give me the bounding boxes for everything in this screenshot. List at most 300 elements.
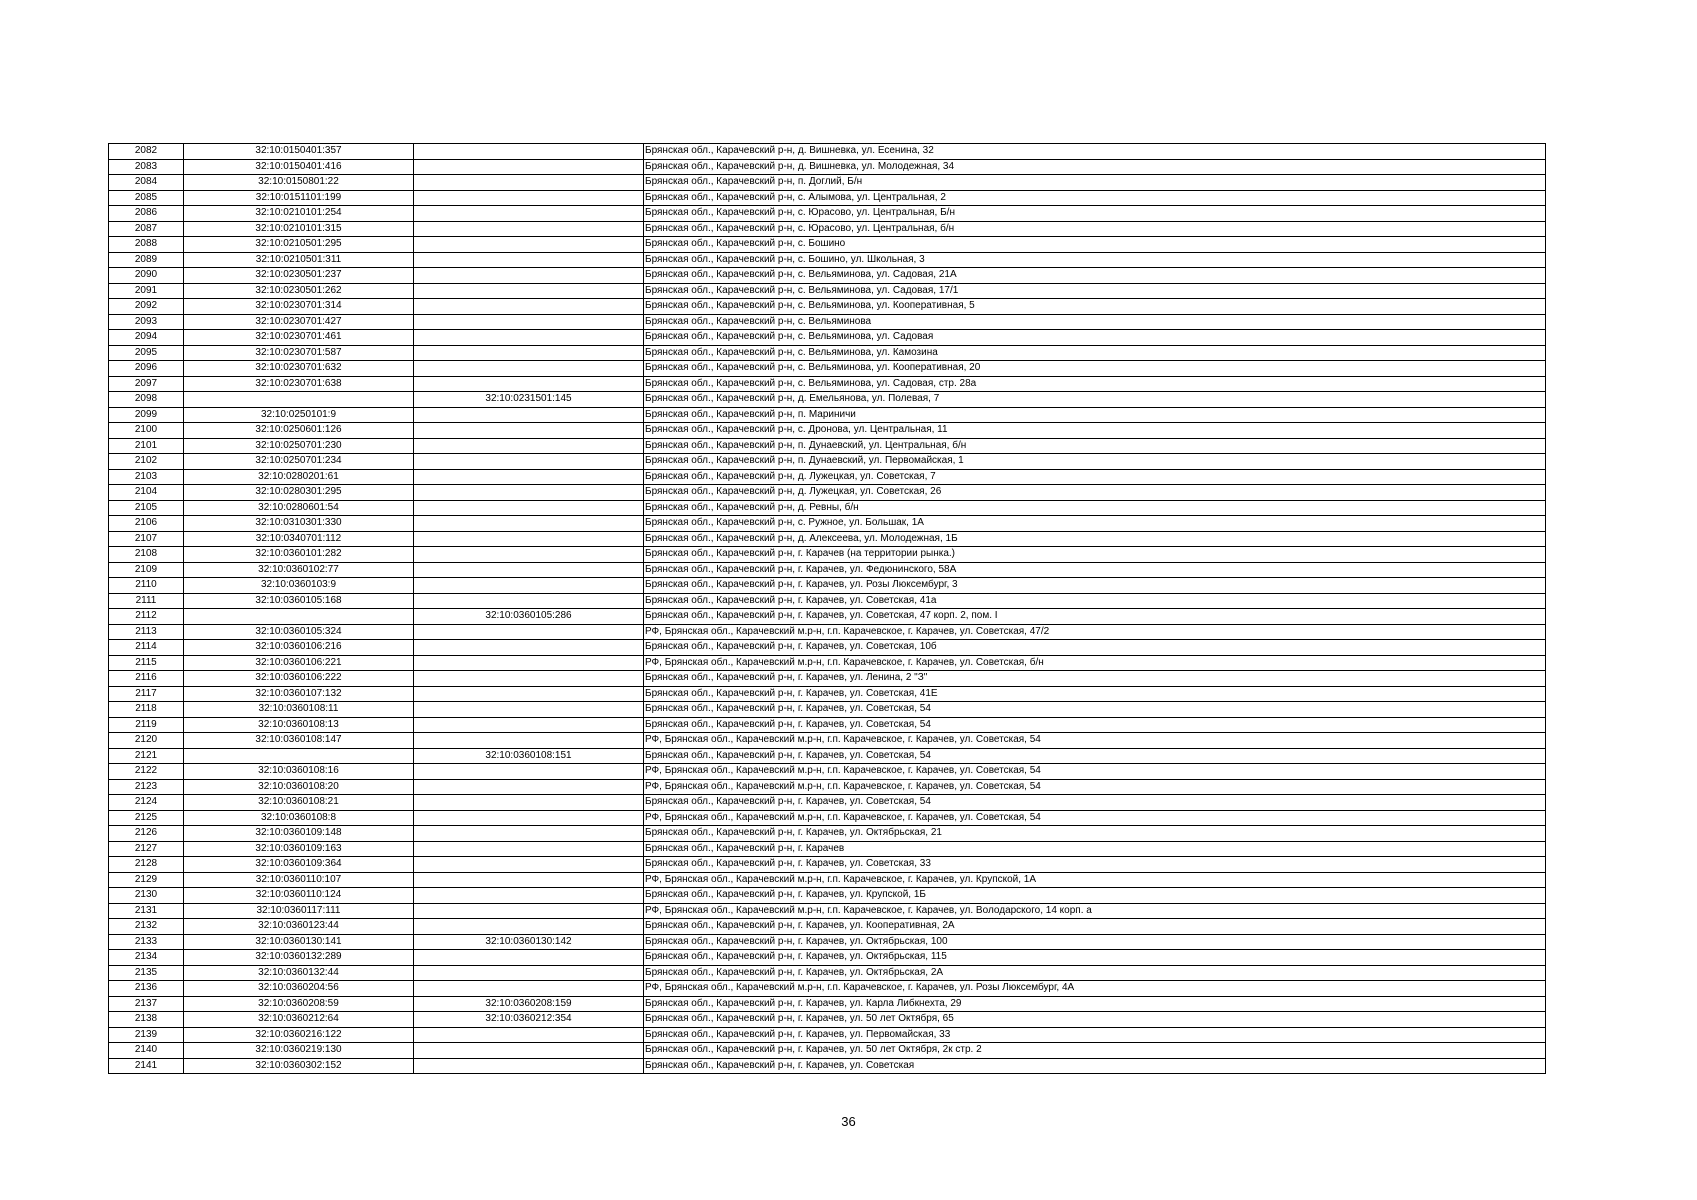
address-cell: Брянская обл., Карачевский р-н, г. Карачев, ул. Советская, 33 <box>644 857 1546 873</box>
address-cell: Брянская обл., Карачевский р-н, п. Дунаевский, ул. Первомайская, 1 <box>644 454 1546 470</box>
cadastral-number-cell: 32:10:0250101:9 <box>184 407 414 423</box>
table-row <box>109 144 1546 160</box>
row-number-cell: 2125 <box>109 810 184 826</box>
table-row <box>109 857 1546 873</box>
table-row <box>109 888 1546 904</box>
related-cadastral-number-cell <box>414 764 644 780</box>
address-cell: Брянская обл., Карачевский р-н, г. Карачев, ул. Октябрьская, 115 <box>644 950 1546 966</box>
address-cell: Брянская обл., Карачевский р-н, с. Вельяминова, ул. Кооперативная, 5 <box>644 299 1546 315</box>
cadastral-number-cell: 32:10:0360110:124 <box>184 888 414 904</box>
address-cell: Брянская обл., Карачевский р-н, г. Карачев, ул. 50 лет Октября, 2к стр. 2 <box>644 1043 1546 1059</box>
table-row <box>109 748 1546 764</box>
page-number: 36 <box>841 1114 856 1129</box>
row-number-cell: 2110 <box>109 578 184 594</box>
table-row <box>109 206 1546 222</box>
row-number-cell: 2120 <box>109 733 184 749</box>
related-cadastral-number-cell <box>414 547 644 563</box>
address-cell: Брянская обл., Карачевский р-н, с. Вельяминова, ул. Кооперативная, 20 <box>644 361 1546 377</box>
related-cadastral-number-cell <box>414 965 644 981</box>
cadastral-number-cell <box>184 392 414 408</box>
table-row <box>109 1043 1546 1059</box>
related-cadastral-number-cell <box>414 702 644 718</box>
registry-table <box>108 143 1546 1074</box>
row-number-cell: 2095 <box>109 345 184 361</box>
related-cadastral-number-cell <box>414 175 644 191</box>
cadastral-number-cell: 32:10:0360212:64 <box>184 1012 414 1028</box>
related-cadastral-number-cell <box>414 950 644 966</box>
related-cadastral-number-cell: 32:10:0360208:159 <box>414 996 644 1012</box>
address-cell: РФ, Брянская обл., Карачевский м.р-н, г.п. Карачевское, г. Карачев, ул. Крупской, 1А <box>644 872 1546 888</box>
address-cell: РФ, Брянская обл., Карачевский м.р-н, г.п. Карачевское, г. Карачев, ул. Советская, 54 <box>644 779 1546 795</box>
table-row <box>109 686 1546 702</box>
row-number-cell: 2130 <box>109 888 184 904</box>
table-row <box>109 361 1546 377</box>
cadastral-number-cell: 32:10:0360108:147 <box>184 733 414 749</box>
cadastral-number-cell: 32:10:0250701:234 <box>184 454 414 470</box>
address-cell: Брянская обл., Карачевский р-н, с. Вельяминова, ул. Садовая, стр. 28а <box>644 376 1546 392</box>
table-row <box>109 764 1546 780</box>
row-number-cell: 2123 <box>109 779 184 795</box>
related-cadastral-number-cell <box>414 345 644 361</box>
related-cadastral-number-cell <box>414 655 644 671</box>
address-cell: Брянская обл., Карачевский р-н, с. Вельяминова, ул. Камозина <box>644 345 1546 361</box>
table-row <box>109 655 1546 671</box>
address-cell: Брянская обл., Карачевский р-н, г. Карачев, ул. Розы Люксембург, 3 <box>644 578 1546 594</box>
cadastral-number-cell: 32:10:0280301:295 <box>184 485 414 501</box>
table-row <box>109 314 1546 330</box>
cadastral-number-cell: 32:10:0360108:11 <box>184 702 414 718</box>
table-row <box>109 299 1546 315</box>
row-number-cell: 2138 <box>109 1012 184 1028</box>
related-cadastral-number-cell <box>414 981 644 997</box>
address-cell: Брянская обл., Карачевский р-н, г. Карачев, ул. Советская, 41а <box>644 593 1546 609</box>
address-cell: Брянская обл., Карачевский р-н, г. Карачев, ул. Советская <box>644 1058 1546 1074</box>
address-cell: Брянская обл., Карачевский р-н, с. Бошино, ул. Школьная, 3 <box>644 252 1546 268</box>
address-cell: Брянская обл., Карачевский р-н, г. Карачев, ул. Советская, 10б <box>644 640 1546 656</box>
cadastral-number-cell: 32:10:0150801:22 <box>184 175 414 191</box>
address-cell: Брянская обл., Карачевский р-н, д. Лужецкая, ул. Советская, 26 <box>644 485 1546 501</box>
cadastral-number-cell: 32:10:0360132:44 <box>184 965 414 981</box>
table-row <box>109 1027 1546 1043</box>
cadastral-number-cell: 32:10:0360108:8 <box>184 810 414 826</box>
table-row <box>109 609 1546 625</box>
row-number-cell: 2139 <box>109 1027 184 1043</box>
table-row <box>109 671 1546 687</box>
cadastral-number-cell: 32:10:0360109:364 <box>184 857 414 873</box>
related-cadastral-number-cell <box>414 283 644 299</box>
related-cadastral-number-cell: 32:10:0360108:151 <box>414 748 644 764</box>
related-cadastral-number-cell <box>414 252 644 268</box>
row-number-cell: 2088 <box>109 237 184 253</box>
related-cadastral-number-cell <box>414 717 644 733</box>
cadastral-number-cell: 32:10:0360108:13 <box>184 717 414 733</box>
cadastral-number-cell: 32:10:0280601:54 <box>184 500 414 516</box>
row-number-cell: 2092 <box>109 299 184 315</box>
table-row <box>109 965 1546 981</box>
table-row <box>109 407 1546 423</box>
related-cadastral-number-cell <box>414 469 644 485</box>
address-cell: РФ, Брянская обл., Карачевский м.р-н, г.п. Карачевское, г. Карачев, ул. Советская, 54 <box>644 810 1546 826</box>
related-cadastral-number-cell <box>414 299 644 315</box>
row-number-cell: 2083 <box>109 159 184 175</box>
row-number-cell: 2104 <box>109 485 184 501</box>
cadastral-number-cell: 32:10:0360106:221 <box>184 655 414 671</box>
address-cell: Брянская обл., Карачевский р-н, д. Ревны, б/н <box>644 500 1546 516</box>
row-number-cell: 2128 <box>109 857 184 873</box>
cadastral-number-cell: 32:10:0360101:282 <box>184 547 414 563</box>
related-cadastral-number-cell <box>414 516 644 532</box>
related-cadastral-number-cell <box>414 190 644 206</box>
cadastral-number-cell: 32:10:0360117:111 <box>184 903 414 919</box>
row-number-cell: 2100 <box>109 423 184 439</box>
related-cadastral-number-cell <box>414 159 644 175</box>
address-cell: Брянская обл., Карачевский р-н, г. Карачев, ул. Кооперативная, 2А <box>644 919 1546 935</box>
row-number-cell: 2140 <box>109 1043 184 1059</box>
address-cell: Брянская обл., Карачевский р-н, п. Мариничи <box>644 407 1546 423</box>
table-row <box>109 454 1546 470</box>
related-cadastral-number-cell: 32:10:0360105:286 <box>414 609 644 625</box>
cadastral-number-cell <box>184 748 414 764</box>
row-number-cell: 2093 <box>109 314 184 330</box>
cadastral-number-cell: 32:10:0230701:461 <box>184 330 414 346</box>
row-number-cell: 2131 <box>109 903 184 919</box>
row-number-cell: 2082 <box>109 144 184 160</box>
row-number-cell: 2105 <box>109 500 184 516</box>
related-cadastral-number-cell <box>414 221 644 237</box>
row-number-cell: 2135 <box>109 965 184 981</box>
cadastral-number-cell: 32:10:0150401:357 <box>184 144 414 160</box>
table-row <box>109 175 1546 191</box>
address-cell: Брянская обл., Карачевский р-н, с. Вельяминова <box>644 314 1546 330</box>
related-cadastral-number-cell <box>414 1058 644 1074</box>
cadastral-number-cell: 32:10:0150401:416 <box>184 159 414 175</box>
cadastral-number-cell: 32:10:0360216:122 <box>184 1027 414 1043</box>
row-number-cell: 2141 <box>109 1058 184 1074</box>
row-number-cell: 2094 <box>109 330 184 346</box>
cadastral-number-cell: 32:10:0250701:230 <box>184 438 414 454</box>
table-row <box>109 795 1546 811</box>
cadastral-number-cell: 32:10:0250601:126 <box>184 423 414 439</box>
address-cell: Брянская обл., Карачевский р-н, г. Карачев, ул. Карла Либкнехта, 29 <box>644 996 1546 1012</box>
cadastral-number-cell: 32:10:0360110:107 <box>184 872 414 888</box>
related-cadastral-number-cell: 32:10:0231501:145 <box>414 392 644 408</box>
cadastral-number-cell: 32:10:0340701:112 <box>184 531 414 547</box>
row-number-cell: 2107 <box>109 531 184 547</box>
cadastral-number-cell: 32:10:0360102:77 <box>184 562 414 578</box>
address-cell: Брянская обл., Карачевский р-н, с. Вельяминова, ул. Садовая <box>644 330 1546 346</box>
cadastral-number-cell: 32:10:0360123:44 <box>184 919 414 935</box>
table-row <box>109 1012 1546 1028</box>
table-row <box>109 252 1546 268</box>
row-number-cell: 2115 <box>109 655 184 671</box>
row-number-cell: 2090 <box>109 268 184 284</box>
related-cadastral-number-cell <box>414 376 644 392</box>
cadastral-number-cell: 32:10:0360105:324 <box>184 624 414 640</box>
row-number-cell: 2132 <box>109 919 184 935</box>
cadastral-number-cell: 32:10:0210101:315 <box>184 221 414 237</box>
address-cell: Брянская обл., Карачевский р-н, г. Карачев, ул. Октябрьская, 2А <box>644 965 1546 981</box>
cadastral-number-cell: 32:10:0360130:141 <box>184 934 414 950</box>
cadastral-number-cell: 32:10:0360103:9 <box>184 578 414 594</box>
related-cadastral-number-cell <box>414 903 644 919</box>
row-number-cell: 2103 <box>109 469 184 485</box>
registry-table-body <box>109 144 1546 1074</box>
related-cadastral-number-cell <box>414 671 644 687</box>
row-number-cell: 2119 <box>109 717 184 733</box>
table-row <box>109 950 1546 966</box>
address-cell: Брянская обл., Карачевский р-н, д. Емельянова, ул. Полевая, 7 <box>644 392 1546 408</box>
related-cadastral-number-cell <box>414 919 644 935</box>
address-cell: Брянская обл., Карачевский р-н, г. Карачев, ул. Октябрьская, 100 <box>644 934 1546 950</box>
address-cell: Брянская обл., Карачевский р-н, г. Карачев, ул. Советская, 54 <box>644 748 1546 764</box>
table-row <box>109 190 1546 206</box>
cadastral-number-cell: 32:10:0360132:289 <box>184 950 414 966</box>
related-cadastral-number-cell <box>414 810 644 826</box>
row-number-cell: 2087 <box>109 221 184 237</box>
table-row <box>109 330 1546 346</box>
address-cell: Брянская обл., Карачевский р-н, п. Дунаевский, ул. Центральная, б/н <box>644 438 1546 454</box>
address-cell: Брянская обл., Карачевский р-н, г. Карачев, ул. Советская, 54 <box>644 795 1546 811</box>
row-number-cell: 2091 <box>109 283 184 299</box>
row-number-cell: 2133 <box>109 934 184 950</box>
table-row <box>109 159 1546 175</box>
cadastral-number-cell: 32:10:0360302:152 <box>184 1058 414 1074</box>
related-cadastral-number-cell <box>414 841 644 857</box>
row-number-cell: 2096 <box>109 361 184 377</box>
table-row <box>109 702 1546 718</box>
table-row <box>109 919 1546 935</box>
row-number-cell: 2111 <box>109 593 184 609</box>
row-number-cell: 2099 <box>109 407 184 423</box>
related-cadastral-number-cell <box>414 500 644 516</box>
table-row <box>109 500 1546 516</box>
row-number-cell: 2089 <box>109 252 184 268</box>
table-row <box>109 981 1546 997</box>
table-row <box>109 872 1546 888</box>
table-row <box>109 578 1546 594</box>
cadastral-number-cell: 32:10:0230701:427 <box>184 314 414 330</box>
related-cadastral-number-cell <box>414 144 644 160</box>
row-number-cell: 2117 <box>109 686 184 702</box>
cadastral-number-cell: 32:10:0230701:314 <box>184 299 414 315</box>
row-number-cell: 2118 <box>109 702 184 718</box>
address-cell: РФ, Брянская обл., Карачевский м.р-н, г.п. Карачевское, г. Карачев, ул. Советская, 54 <box>644 733 1546 749</box>
cadastral-number-cell: 32:10:0280201:61 <box>184 469 414 485</box>
address-cell: Брянская обл., Карачевский р-н, с. Вельяминова, ул. Садовая, 17/1 <box>644 283 1546 299</box>
related-cadastral-number-cell <box>414 407 644 423</box>
address-cell: Брянская обл., Карачевский р-н, с. Вельяминова, ул. Садовая, 21А <box>644 268 1546 284</box>
related-cadastral-number-cell <box>414 826 644 842</box>
table-row <box>109 392 1546 408</box>
related-cadastral-number-cell: 32:10:0360212:354 <box>414 1012 644 1028</box>
related-cadastral-number-cell <box>414 624 644 640</box>
address-cell: Брянская обл., Карачевский р-н, г. Карачев, ул. Советская, 41Е <box>644 686 1546 702</box>
table-row <box>109 841 1546 857</box>
row-number-cell: 2086 <box>109 206 184 222</box>
cadastral-number-cell: 32:10:0210101:254 <box>184 206 414 222</box>
cadastral-number-cell: 32:10:0360105:168 <box>184 593 414 609</box>
cadastral-number-cell: 32:10:0360106:222 <box>184 671 414 687</box>
related-cadastral-number-cell <box>414 795 644 811</box>
row-number-cell: 2106 <box>109 516 184 532</box>
table-row <box>109 810 1546 826</box>
row-number-cell: 2084 <box>109 175 184 191</box>
row-number-cell: 2129 <box>109 872 184 888</box>
row-number-cell: 2112 <box>109 609 184 625</box>
table-row <box>109 283 1546 299</box>
row-number-cell: 2085 <box>109 190 184 206</box>
address-cell: Брянская обл., Карачевский р-н, д. Вишневка, ул. Есенина, 32 <box>644 144 1546 160</box>
related-cadastral-number-cell <box>414 314 644 330</box>
row-number-cell: 2114 <box>109 640 184 656</box>
table-row <box>109 485 1546 501</box>
row-number-cell: 2098 <box>109 392 184 408</box>
table-row <box>109 717 1546 733</box>
row-number-cell: 2109 <box>109 562 184 578</box>
address-cell: Брянская обл., Карачевский р-н, г. Карачев, ул. Федюнинского, 58А <box>644 562 1546 578</box>
cadastral-number-cell: 32:10:0360108:20 <box>184 779 414 795</box>
table-row <box>109 1058 1546 1074</box>
cadastral-number-cell: 32:10:0151101:199 <box>184 190 414 206</box>
address-cell: Брянская обл., Карачевский р-н, г. Карачев (на территории рынка.) <box>644 547 1546 563</box>
table-row <box>109 733 1546 749</box>
row-number-cell: 2097 <box>109 376 184 392</box>
row-number-cell: 2127 <box>109 841 184 857</box>
address-cell: Брянская обл., Карачевский р-н, г. Карачев, ул. 50 лет Октября, 65 <box>644 1012 1546 1028</box>
related-cadastral-number-cell <box>414 686 644 702</box>
row-number-cell: 2113 <box>109 624 184 640</box>
cadastral-number-cell: 32:10:0310301:330 <box>184 516 414 532</box>
cadastral-number-cell: 32:10:0360204:56 <box>184 981 414 997</box>
related-cadastral-number-cell <box>414 578 644 594</box>
related-cadastral-number-cell <box>414 361 644 377</box>
cadastral-number-cell: 32:10:0360106:216 <box>184 640 414 656</box>
row-number-cell: 2108 <box>109 547 184 563</box>
related-cadastral-number-cell <box>414 1043 644 1059</box>
cadastral-number-cell: 32:10:0360219:130 <box>184 1043 414 1059</box>
address-cell: РФ, Брянская обл., Карачевский м.р-н, г.п. Карачевское, г. Карачев, ул. Володарского, 14 корп. а <box>644 903 1546 919</box>
related-cadastral-number-cell <box>414 423 644 439</box>
row-number-cell: 2122 <box>109 764 184 780</box>
related-cadastral-number-cell <box>414 872 644 888</box>
address-cell: Брянская обл., Карачевский р-н, г. Карачев, ул. Крупской, 1Б <box>644 888 1546 904</box>
address-cell: РФ, Брянская обл., Карачевский м.р-н, г.п. Карачевское, г. Карачев, ул. Розы Люксембург, 4А <box>644 981 1546 997</box>
address-cell: Брянская обл., Карачевский р-н, с. Бошино <box>644 237 1546 253</box>
table-row <box>109 531 1546 547</box>
table-row <box>109 547 1546 563</box>
table-row <box>109 779 1546 795</box>
address-cell: Брянская обл., Карачевский р-н, г. Карачев, ул. Советская, 47 корп. 2, пом. I <box>644 609 1546 625</box>
cadastral-number-cell: 32:10:0360109:163 <box>184 841 414 857</box>
address-cell: РФ, Брянская обл., Карачевский м.р-н, г.п. Карачевское, г. Карачев, ул. Советская, б/н <box>644 655 1546 671</box>
cadastral-number-cell: 32:10:0210501:295 <box>184 237 414 253</box>
table-row <box>109 826 1546 842</box>
row-number-cell: 2136 <box>109 981 184 997</box>
related-cadastral-number-cell <box>414 857 644 873</box>
related-cadastral-number-cell: 32:10:0360130:142 <box>414 934 644 950</box>
related-cadastral-number-cell <box>414 206 644 222</box>
cadastral-number-cell: 32:10:0360208:59 <box>184 996 414 1012</box>
table-row <box>109 934 1546 950</box>
address-cell: Брянская обл., Карачевский р-н, г. Карачев, ул. Первомайская, 33 <box>644 1027 1546 1043</box>
row-number-cell: 2137 <box>109 996 184 1012</box>
table-row <box>109 237 1546 253</box>
cadastral-number-cell: 32:10:0360108:16 <box>184 764 414 780</box>
cadastral-number-cell: 32:10:0210501:311 <box>184 252 414 268</box>
table-row <box>109 376 1546 392</box>
table-row <box>109 268 1546 284</box>
table-row <box>109 221 1546 237</box>
row-number-cell: 2134 <box>109 950 184 966</box>
table-row <box>109 903 1546 919</box>
row-number-cell: 2124 <box>109 795 184 811</box>
address-cell: Брянская обл., Карачевский р-н, с. Юрасово, ул. Центральная, Б/н <box>644 206 1546 222</box>
related-cadastral-number-cell <box>414 268 644 284</box>
table-row <box>109 345 1546 361</box>
address-cell: РФ, Брянская обл., Карачевский м.р-н, г.п. Карачевское, г. Карачев, ул. Советская, 47/2 <box>644 624 1546 640</box>
table-row <box>109 996 1546 1012</box>
row-number-cell: 2102 <box>109 454 184 470</box>
table-row <box>109 438 1546 454</box>
cadastral-number-cell: 32:10:0230501:262 <box>184 283 414 299</box>
address-cell: Брянская обл., Карачевский р-н, с. Алымова, ул. Центральная, 2 <box>644 190 1546 206</box>
address-cell: Брянская обл., Карачевский р-н, с. Юрасово, ул. Центральная, б/н <box>644 221 1546 237</box>
related-cadastral-number-cell <box>414 531 644 547</box>
address-cell: Брянская обл., Карачевский р-н, г. Карачев, ул. Октябрьская, 21 <box>644 826 1546 842</box>
address-cell: Брянская обл., Карачевский р-н, г. Карачев, ул. Советская, 54 <box>644 717 1546 733</box>
related-cadastral-number-cell <box>414 485 644 501</box>
cadastral-number-cell: 32:10:0360107:132 <box>184 686 414 702</box>
table-row <box>109 469 1546 485</box>
address-cell: Брянская обл., Карачевский р-н, г. Карачев <box>644 841 1546 857</box>
cadastral-number-cell: 32:10:0230501:237 <box>184 268 414 284</box>
related-cadastral-number-cell <box>414 640 644 656</box>
address-cell: Брянская обл., Карачевский р-н, с. Дронова, ул. Центральная, 11 <box>644 423 1546 439</box>
address-cell: Брянская обл., Карачевский р-н, с. Ружное, ул. Большак, 1А <box>644 516 1546 532</box>
table-row <box>109 624 1546 640</box>
cadastral-number-cell: 32:10:0360108:21 <box>184 795 414 811</box>
cadastral-number-cell: 32:10:0230701:638 <box>184 376 414 392</box>
row-number-cell: 2101 <box>109 438 184 454</box>
address-cell: Брянская обл., Карачевский р-н, г. Карачев, ул. Советская, 54 <box>644 702 1546 718</box>
related-cadastral-number-cell <box>414 562 644 578</box>
row-number-cell: 2116 <box>109 671 184 687</box>
table-row <box>109 593 1546 609</box>
row-number-cell: 2121 <box>109 748 184 764</box>
related-cadastral-number-cell <box>414 733 644 749</box>
related-cadastral-number-cell <box>414 779 644 795</box>
row-number-cell: 2126 <box>109 826 184 842</box>
related-cadastral-number-cell <box>414 438 644 454</box>
cadastral-number-cell <box>184 609 414 625</box>
address-cell: Брянская обл., Карачевский р-н, п. Доглий, Б/н <box>644 175 1546 191</box>
cadastral-number-cell: 32:10:0230701:587 <box>184 345 414 361</box>
related-cadastral-number-cell <box>414 330 644 346</box>
cadastral-number-cell: 32:10:0360109:148 <box>184 826 414 842</box>
related-cadastral-number-cell <box>414 593 644 609</box>
address-cell: Брянская обл., Карачевский р-н, г. Карачев, ул. Ленина, 2 "З" <box>644 671 1546 687</box>
address-cell: РФ, Брянская обл., Карачевский м.р-н, г.п. Карачевское, г. Карачев, ул. Советская, 54 <box>644 764 1546 780</box>
table-row <box>109 562 1546 578</box>
related-cadastral-number-cell <box>414 237 644 253</box>
address-cell: Брянская обл., Карачевский р-н, д. Алексеева, ул. Молодежная, 1Б <box>644 531 1546 547</box>
address-cell: Брянская обл., Карачевский р-н, д. Вишневка, ул. Молодежная, 34 <box>644 159 1546 175</box>
table-row <box>109 640 1546 656</box>
related-cadastral-number-cell <box>414 1027 644 1043</box>
table-row <box>109 516 1546 532</box>
table-row <box>109 423 1546 439</box>
address-cell: Брянская обл., Карачевский р-н, д. Лужецкая, ул. Советская, 7 <box>644 469 1546 485</box>
